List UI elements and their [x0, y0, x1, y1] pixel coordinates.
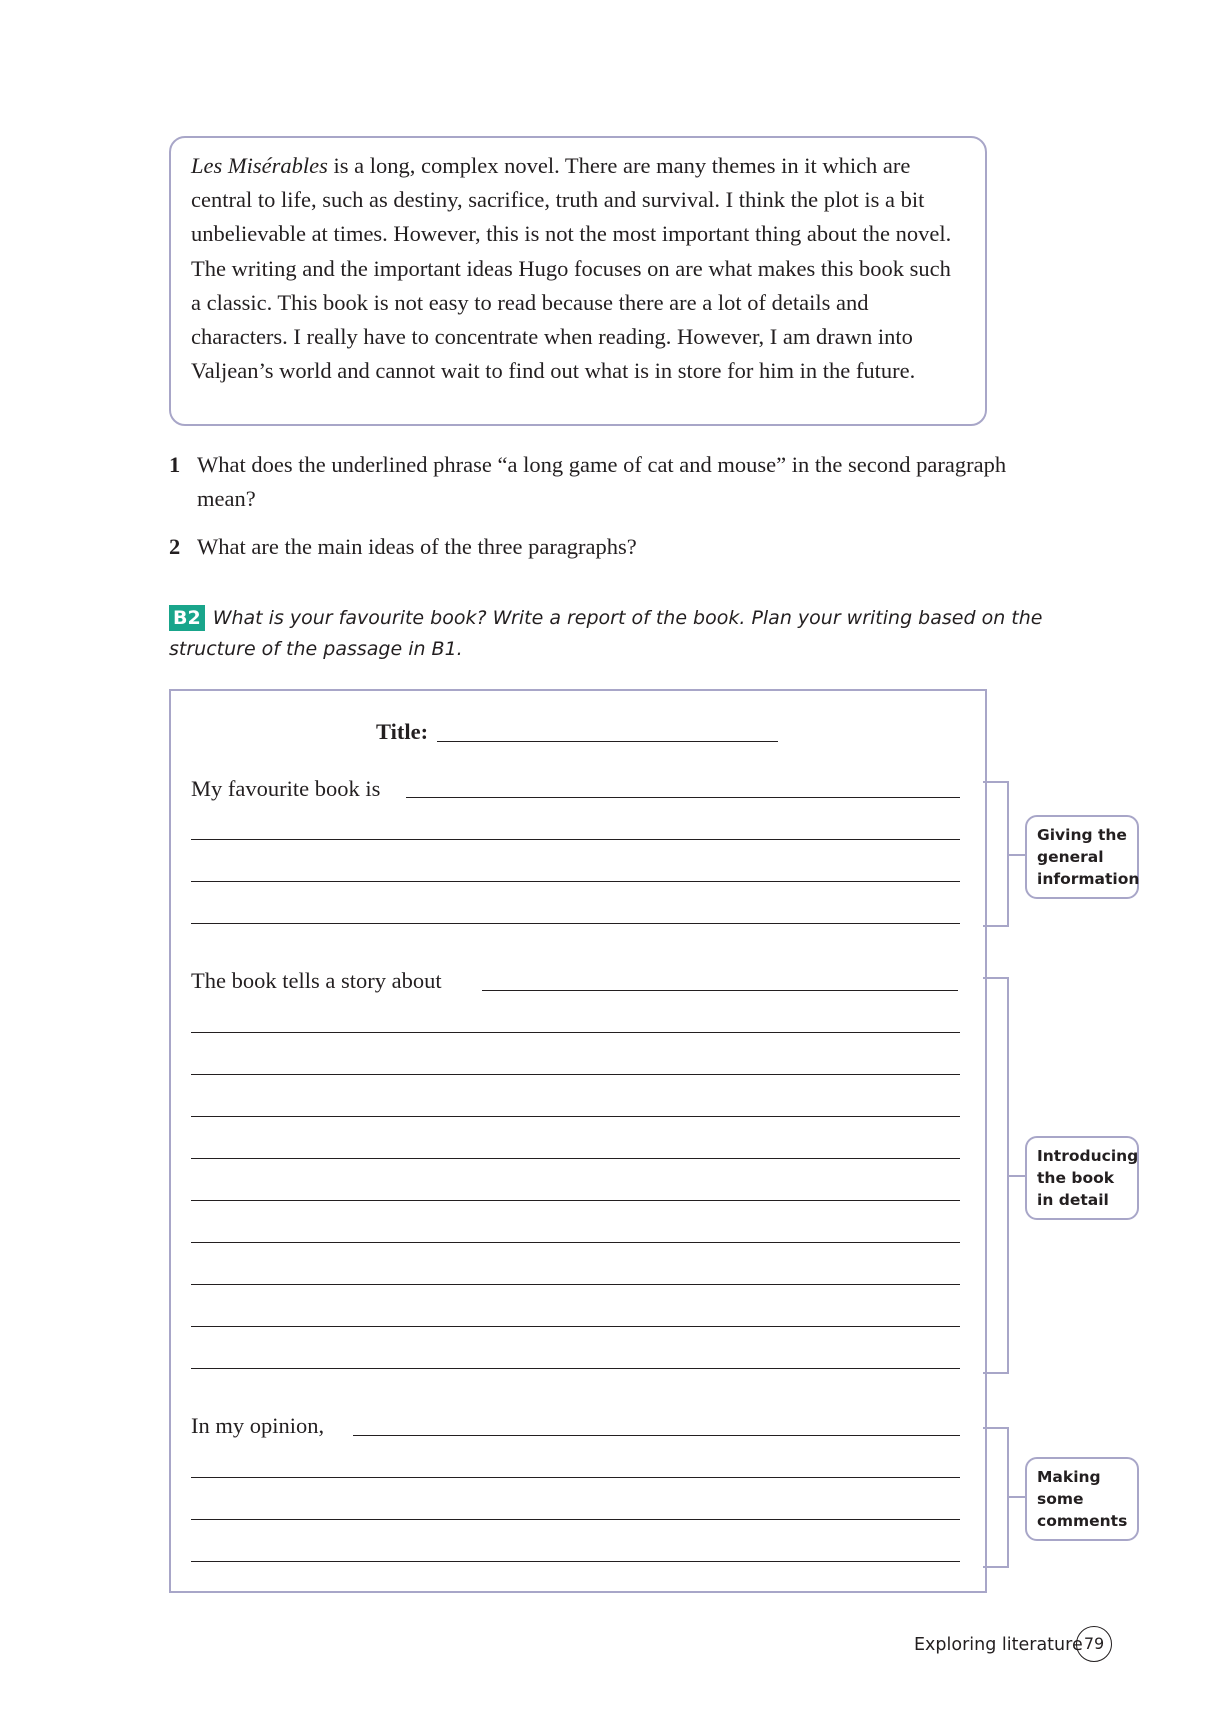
answer-line[interactable] [406, 797, 960, 798]
title-label: Title: [376, 719, 429, 744]
answer-line[interactable] [353, 1435, 960, 1436]
question-text: What does the underlined phrase “a long game of cat and mouse” in the second paragraph mean? [197, 452, 1007, 511]
bracket-section2 [983, 977, 1009, 1374]
answer-line[interactable] [191, 1200, 960, 1201]
question-2 [169, 530, 1029, 566]
answer-line[interactable] [191, 839, 960, 840]
page-number: 79 [1076, 1626, 1112, 1662]
side-note-comments: Making some comments [1025, 1457, 1139, 1541]
answer-line[interactable] [191, 923, 960, 924]
task-instruction [169, 603, 1049, 665]
bracket-section3 [983, 1427, 1009, 1568]
side-note-book-in-detail: Introducing the book in detail [1025, 1136, 1139, 1220]
answer-line[interactable] [482, 990, 958, 991]
passage-text [191, 149, 965, 388]
answer-line[interactable] [191, 1032, 960, 1033]
writing-frame [169, 689, 987, 1593]
answer-line[interactable] [191, 1326, 960, 1327]
bracket-section1 [983, 781, 1009, 927]
answer-line[interactable] [191, 1519, 960, 1520]
question-text: What are the main ideas of the three paragraphs? [197, 534, 637, 559]
answer-line[interactable] [191, 1561, 960, 1562]
section2-prompt: The book tells a story about [191, 968, 442, 993]
side-note-general-information: Giving the general information [1025, 815, 1139, 899]
section1-prompt: My favourite book is [191, 776, 381, 801]
reading-passage-box [169, 136, 987, 426]
question-number: 2 [169, 534, 181, 559]
task-text: What is your favourite book? Write a report of the book. Plan your writing based on the structure of the passage in B1. [169, 607, 1043, 660]
answer-line[interactable] [191, 1477, 960, 1478]
question-1 [169, 448, 1029, 518]
answer-line[interactable] [191, 1368, 960, 1369]
answer-line[interactable] [191, 1116, 960, 1117]
task-badge: B2 [169, 605, 205, 631]
question-number: 1 [169, 452, 181, 477]
footer-section-title: Exploring literature [914, 1635, 1083, 1655]
section3-prompt: In my opinion, [191, 1413, 325, 1438]
answer-line[interactable] [191, 1242, 960, 1243]
answer-line[interactable] [191, 881, 960, 882]
passage-body: is a long, complex novel. There are many themes in it which are central to life, such as destiny, sacrifice, truth and survival. I think the plot is a bit unbelievable at times. However, this is not the most important thing about the novel. The writing and the important ideas Hugo focuses on are what makes this book such a classic. This book is not easy to read because there are a lot of details and characters. I really have to concentrate when reading. However, I am drawn into Valjean’s world and cannot wait to find out what is in store for him in the future. [191, 153, 952, 384]
answer-line[interactable] [191, 1158, 960, 1159]
title-answer-line[interactable] [437, 741, 778, 742]
book-title: Les Misérables [191, 153, 328, 178]
answer-line[interactable] [191, 1074, 960, 1075]
answer-line[interactable] [191, 1284, 960, 1285]
